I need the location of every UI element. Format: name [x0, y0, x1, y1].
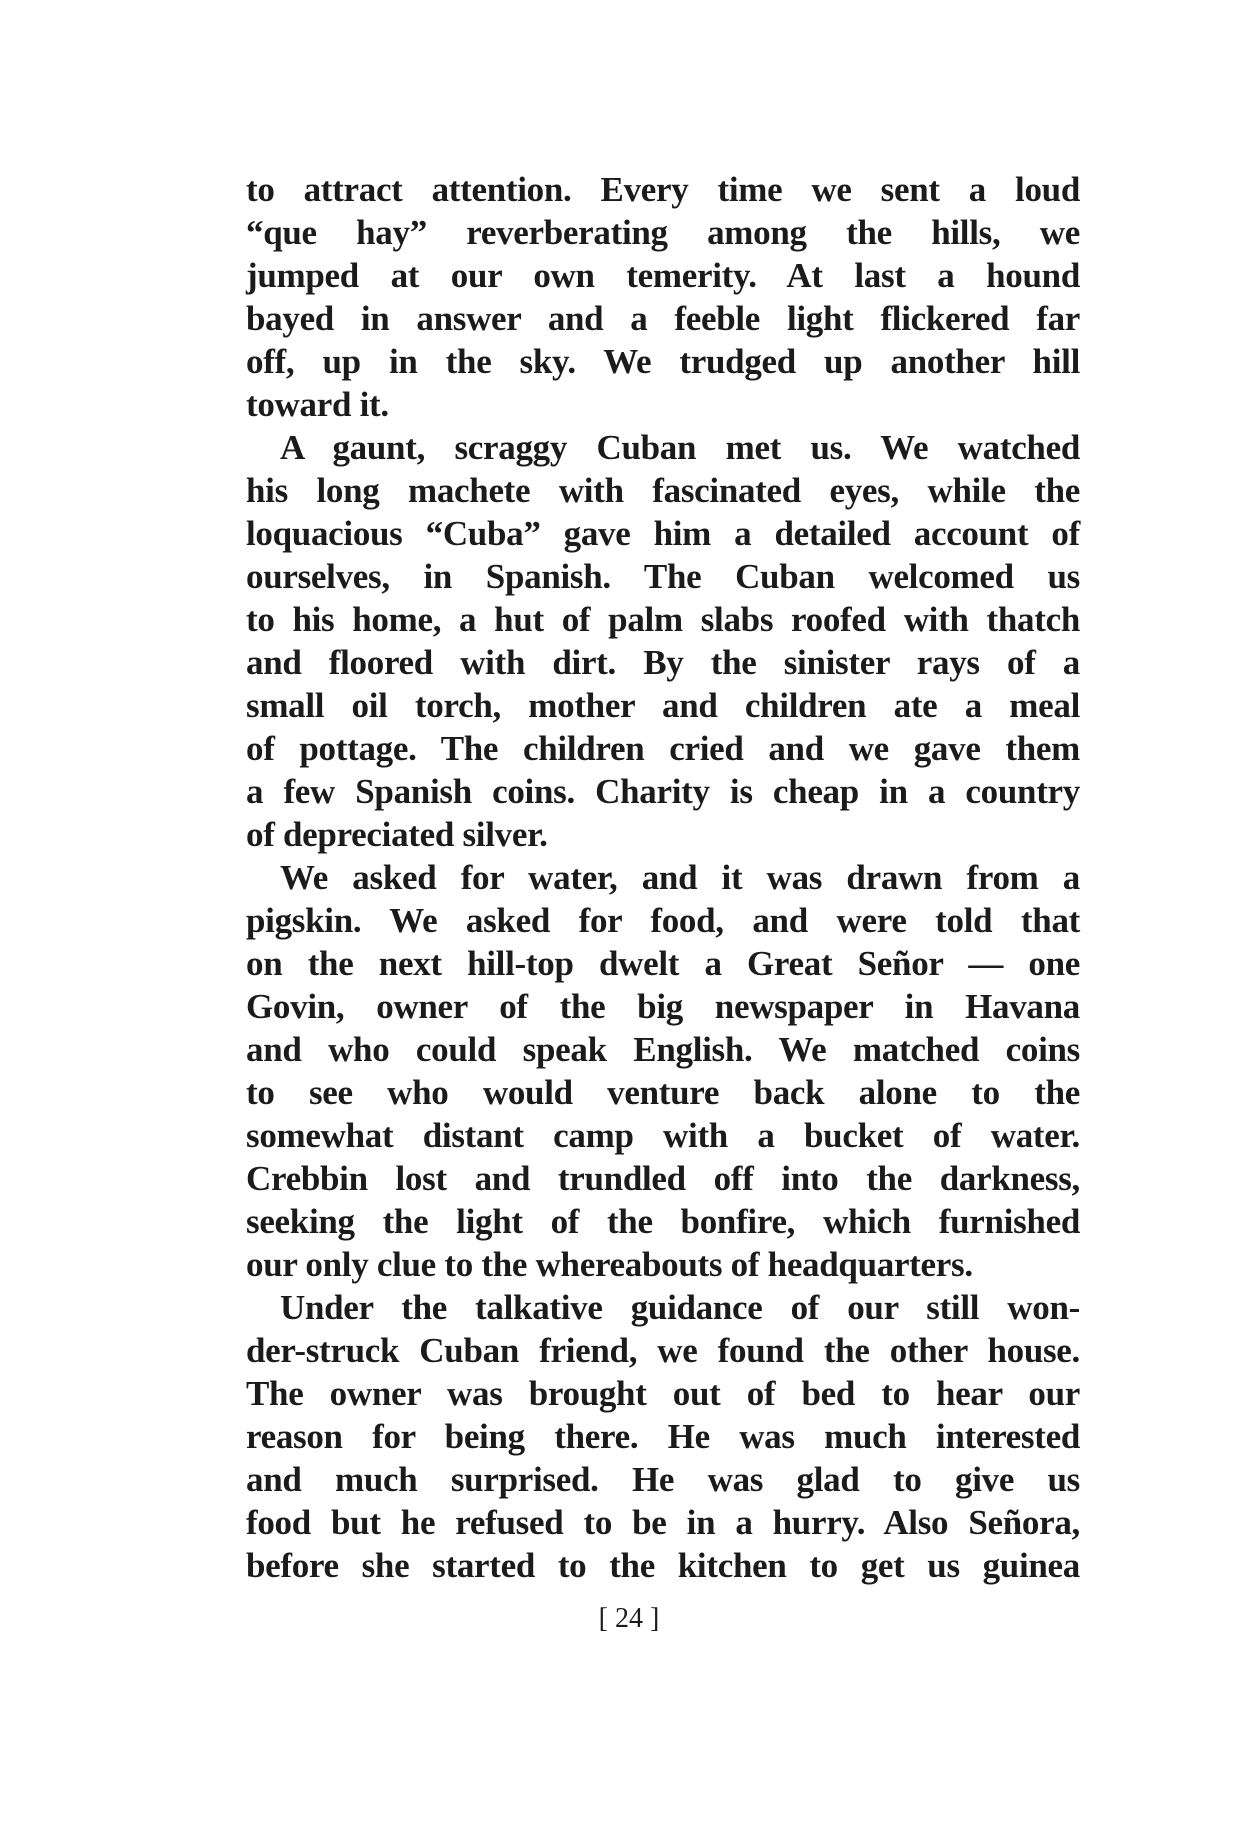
text-line: A gaunt, scraggy Cuban met us. We watched	[280, 428, 1080, 467]
text-line: and floored with dirt. By the sinister rays of a	[246, 643, 1080, 682]
text-line: The owner was brought out of bed to hear our	[246, 1374, 1080, 1413]
text-line: and who could speak English. We matched coins	[246, 1030, 1080, 1069]
text-line: off, up in the sky. We trudged up another hill	[246, 342, 1080, 381]
text-line: Crebbin lost and trundled off into the darkness,	[246, 1159, 1080, 1198]
text-line: before she started to the kitchen to get us guinea	[246, 1546, 1080, 1585]
text-line: his long machete with fascinated eyes, while the	[246, 471, 1080, 510]
text-line: and much surprised. He was glad to give us	[246, 1460, 1080, 1499]
text-line: on the next hill-top dwelt a Great Señor — one	[246, 944, 1080, 983]
text-line: Govin, owner of the big newspaper in Havana	[246, 987, 1080, 1026]
text-line: jumped at our own temerity. At last a hound	[246, 256, 1080, 295]
text-line: small oil torch, mother and children ate a meal	[246, 686, 1080, 725]
text-line: bayed in answer and a feeble light flickered far	[246, 299, 1080, 338]
page-body-text	[246, 168, 1080, 1587]
text-line: reason for being there. He was much interested	[246, 1417, 1080, 1456]
text-line: ourselves, in Spanish. The Cuban welcomed us	[246, 557, 1080, 596]
text-line: somewhat distant camp with a bucket of water.	[246, 1116, 1080, 1155]
text-line: to attract attention. Every time we sent a loud	[246, 170, 1080, 209]
text-line: food but he refused to be in a hurry. Also Señora,	[246, 1503, 1080, 1542]
text-line: “que hay” reverberating among the hills, we	[246, 213, 1080, 252]
text-line: of pottage. The children cried and we gave them	[246, 729, 1080, 768]
text-line: to his home, a hut of palm slabs roofed with thatch	[246, 600, 1080, 639]
text-line: our only clue to the whereabouts of headquarters.	[246, 1245, 973, 1284]
text-line: a few Spanish coins. Charity is cheap in a country	[246, 772, 1080, 811]
text-line: to see who would venture back alone to the	[246, 1073, 1080, 1112]
text-line: seeking the light of the bonfire, which furnished	[246, 1202, 1080, 1241]
text-line: der-struck Cuban friend, we found the other house.	[246, 1331, 1080, 1370]
text-line: pigskin. We asked for food, and were told that	[246, 901, 1080, 940]
text-line: of depreciated silver.	[246, 815, 548, 854]
page-number: [ 24 ]	[598, 1603, 660, 1634]
text-line: We asked for water, and it was drawn from a	[280, 858, 1080, 897]
text-line: loquacious “Cuba” gave him a detailed account of	[246, 514, 1080, 553]
text-line: toward it.	[246, 385, 389, 424]
text-line: Under the talkative guidance of our still won-	[280, 1288, 1080, 1327]
